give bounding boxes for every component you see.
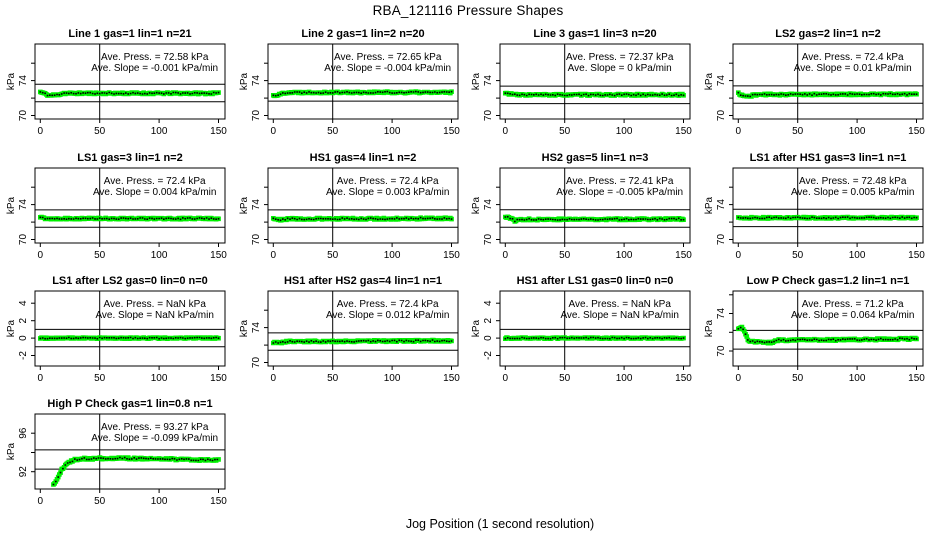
x-tick-label: 0 [502,373,509,384]
x-tick-label: 0 [502,126,509,137]
x-tick-label: 100 [150,126,168,137]
x-tick-label: 50 [327,250,339,261]
y-tick-label: 96 [18,427,29,439]
x-tick-label: 50 [559,373,571,384]
y-tick-label: 4 [18,300,29,306]
x-axis-title: Jog Position (1 second resolution) [405,517,595,531]
y-axis-unit-label: kPa [704,196,715,215]
x-tick-label: 50 [94,496,106,507]
y-tick-label: 2 [483,317,494,324]
ave-press-annotation: Ave. Press. = 72.41 kPa [566,176,674,187]
x-tick-label: 150 [675,126,692,137]
ave-press-annotation: Ave. Press. = 72.65 kPa [334,52,442,63]
x-tick-label: 0 [37,126,44,137]
panel-hs1-after-hs2 [239,275,460,384]
x-tick-label: 0 [735,126,742,137]
x-tick-label: 150 [908,250,925,261]
x-tick-label: 50 [94,373,106,384]
x-tick-label: 100 [615,373,633,384]
x-tick-label: 100 [150,496,168,507]
x-tick-label: 50 [792,373,804,384]
ave-slope-annotation: Ave. Slope = 0.064 kPa/min [790,310,915,321]
x-tick-label: 100 [383,126,401,137]
x-tick-label: 0 [270,250,277,261]
data-series [53,458,218,485]
y-axis-unit-label: kPa [6,319,17,338]
y-axis-unit-label: kPa [471,72,482,91]
ave-press-annotation: Ave. Press. = 93.27 kPa [101,422,209,433]
x-tick-label: 50 [94,250,106,261]
ave-slope-annotation: Ave. Slope = 0.004 kPa/min [92,187,217,198]
x-tick-label: 50 [559,250,571,261]
y-tick-label: 74 [716,307,727,320]
x-tick-label: 150 [443,373,460,384]
y-axis-unit-label: kPa [6,442,17,461]
panel-hs2 [471,152,692,261]
ave-press-annotation: Ave. Press. = 72.4 kPa [801,52,904,63]
x-tick-label: 50 [792,250,804,261]
y-tick-label: 74 [18,75,29,87]
x-tick-label: 0 [37,250,44,261]
ave-slope-annotation: Ave. Slope = NaN kPa/min [560,310,679,321]
y-tick-label: 70 [716,233,727,246]
y-axis-unit-label: kPa [6,72,17,91]
y-axis-unit-label: kPa [704,72,715,91]
ave-press-annotation: Ave. Press. = 71.2 kPa [801,299,904,310]
x-tick-label: 50 [792,126,804,137]
y-axis-unit-label: kPa [239,319,250,338]
panel-title: Line 2 gas=1 lin=2 n=20 [301,28,425,40]
figure-title: RBA_121116 Pressure Shapes [372,3,564,18]
ave-press-annotation: Ave. Press. = 72.37 kPa [566,52,674,63]
ave-slope-annotation: Ave. Slope = -0.004 kPa/min [324,63,452,74]
y-tick-label: 74 [251,75,262,87]
y-tick-label: 74 [18,199,29,211]
x-tick-label: 150 [908,126,925,137]
x-tick-label: 150 [675,373,692,384]
panel-title: Line 3 gas=1 lin=3 n=20 [533,28,657,40]
panel-title: LS1 gas=3 lin=1 n=2 [77,152,183,164]
y-tick-label: 0 [18,335,29,341]
ave-slope-annotation: Ave. Slope = -0.099 kPa/min [91,433,219,444]
y-tick-label: 74 [251,322,262,334]
y-tick-label: 74 [716,199,727,211]
x-tick-label: 150 [210,250,227,261]
panel-ls1-after-ls2 [6,275,227,384]
data-series [738,327,916,343]
x-tick-label: 150 [443,126,460,137]
ave-slope-annotation: Ave. Slope = NaN kPa/min [95,310,214,321]
panel-title: Low P Check gas=1.2 lin=1 n=1 [746,275,910,287]
y-tick-label: 2 [18,317,29,324]
panel-line-3 [471,28,692,137]
x-tick-label: 100 [383,373,401,384]
y-tick-label: 74 [251,199,262,211]
panel-title: Line 1 gas=1 lin=1 n=21 [68,28,192,40]
x-tick-label: 100 [150,250,168,261]
panel-line-1 [6,28,227,137]
x-tick-label: 50 [327,126,339,137]
x-tick-label: 150 [675,250,692,261]
panel-title: LS2 gas=2 lin=1 n=2 [775,28,881,40]
ave-slope-annotation: Ave. Slope = 0.012 kPa/min [325,310,450,321]
x-tick-label: 0 [37,373,44,384]
y-tick-label: 74 [483,75,494,87]
x-tick-label: 150 [443,250,460,261]
x-tick-label: 150 [210,373,227,384]
panel-title: High P Check gas=1 lin=0.8 n=1 [47,398,213,410]
y-tick-label: 70 [716,345,727,357]
y-tick-label: 70 [483,233,494,246]
ave-press-annotation: Ave. Press. = 72.48 kPa [799,176,907,187]
panel-title: LS1 after HS1 gas=3 lin=1 n=1 [749,152,907,164]
x-tick-label: 100 [848,250,866,261]
y-tick-label: 70 [251,356,262,369]
x-tick-label: 0 [502,250,509,261]
x-tick-label: 0 [735,373,742,384]
ave-press-annotation: Ave. Press. = NaN kPa [103,299,206,310]
ave-press-annotation: Ave. Press. = 72.4 kPa [103,176,206,187]
panel-hs1 [239,152,460,261]
y-axis-unit-label: kPa [704,319,715,338]
x-tick-label: 150 [908,373,925,384]
ave-slope-annotation: Ave. Slope = 0.005 kPa/min [790,187,915,198]
y-tick-label: 74 [716,75,727,87]
y-tick-label: 92 [18,466,29,478]
x-tick-label: 100 [848,126,866,137]
y-tick-label: -2 [483,351,494,360]
x-tick-label: 150 [210,126,227,137]
x-tick-label: 0 [270,126,277,137]
x-tick-label: 0 [37,496,44,507]
x-tick-label: 50 [559,126,571,137]
panel-title: HS1 after LS1 gas=0 lin=0 n=0 [516,275,674,287]
x-tick-label: 100 [615,250,633,261]
x-tick-label: 150 [210,496,227,507]
panel-low-p-check [704,275,925,384]
y-tick-label: 4 [483,300,494,306]
panel-line-2 [239,28,460,137]
x-tick-label: 100 [383,250,401,261]
y-tick-label: 74 [483,199,494,211]
y-axis-unit-label: kPa [6,196,17,215]
y-tick-label: 70 [18,233,29,246]
ave-press-annotation: Ave. Press. = 72.4 kPa [336,299,439,310]
ave-press-annotation: Ave. Press. = 72.58 kPa [101,52,209,63]
panel-title: LS1 after LS2 gas=0 lin=0 n=0 [52,275,208,287]
y-tick-label: 70 [18,109,29,122]
x-tick-label: 100 [848,373,866,384]
y-tick-label: 70 [251,233,262,246]
x-tick-label: 50 [327,373,339,384]
ave-slope-annotation: Ave. Slope = 0.01 kPa/min [793,63,912,74]
ave-slope-annotation: Ave. Slope = -0.001 kPa/min [91,63,219,74]
y-axis-unit-label: kPa [239,72,250,91]
y-tick-label: 0 [483,335,494,341]
panel-title: HS2 gas=5 lin=1 n=3 [541,152,649,164]
ave-press-annotation: Ave. Press. = NaN kPa [568,299,671,310]
panel-ls2 [704,28,925,137]
y-tick-label: 70 [251,109,262,122]
panel-hs1-after-ls1 [471,275,692,384]
y-tick-label: -2 [18,351,29,360]
y-axis-unit-label: kPa [471,319,482,338]
ave-slope-annotation: Ave. Slope = 0.003 kPa/min [325,187,450,198]
panel-ls1 [6,152,227,261]
x-tick-label: 0 [735,250,742,261]
y-tick-label: 70 [483,109,494,122]
y-axis-unit-label: kPa [471,196,482,215]
ave-slope-annotation: Ave. Slope = 0 kPa/min [567,63,672,74]
panel-title: HS1 after HS2 gas=4 lin=1 n=1 [283,275,443,287]
x-tick-label: 0 [270,373,277,384]
x-tick-label: 50 [94,126,106,137]
panel-title: HS1 gas=4 lin=1 n=2 [309,152,417,164]
panel-high-p-check [6,398,227,507]
x-tick-label: 100 [150,373,168,384]
x-tick-label: 100 [615,126,633,137]
ave-press-annotation: Ave. Press. = 72.4 kPa [336,176,439,187]
y-axis-unit-label: kPa [239,196,250,215]
panel-ls1-after-hs1 [704,152,925,261]
y-tick-label: 70 [716,109,727,122]
ave-slope-annotation: Ave. Slope = -0.005 kPa/min [556,187,684,198]
